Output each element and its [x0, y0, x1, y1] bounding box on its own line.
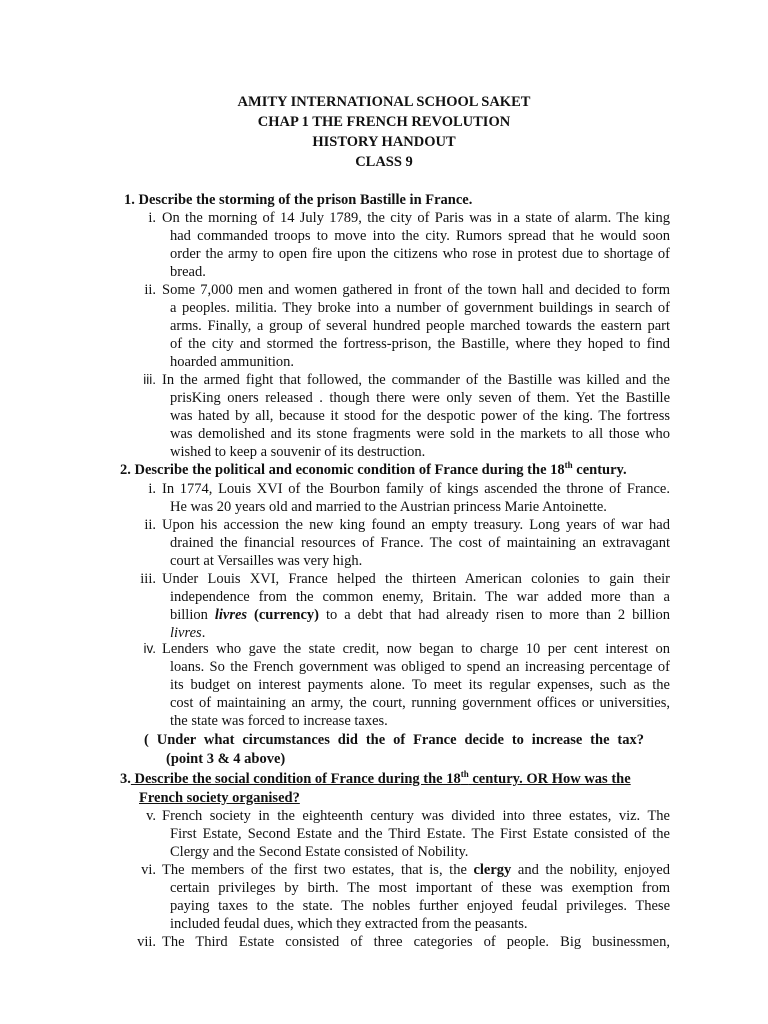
question-number: 1.: [124, 192, 135, 208]
item-line: its budget on interest payments alone. To meet its regular expenses, such as the: [170, 677, 670, 693]
item-line: independence from the common enemy, Britain. The war added more than a: [170, 589, 670, 605]
question-text: Describe the political and economic condition of France during the 18th century.: [134, 460, 627, 478]
item-line: drained the financial resources of France. The cost of maintaining an extravagant: [170, 535, 670, 551]
handout-title: HISTORY HANDOUT: [312, 134, 456, 150]
list-marker: v.: [146, 808, 156, 824]
item-line-billion: billion livres (currency) to a debt that had already risen to more than 2 billion: [170, 607, 671, 623]
item-first-line: The Third Estate consisted of three categories of people. Big businessmen,: [162, 934, 670, 950]
item-line: Clergy and the Second Estate consisted of Nobility.: [170, 844, 469, 860]
item-line: included feudal dues, which they extracted from the peasants.: [170, 916, 528, 932]
item-line: order the army to open fire upon the citizens who rose in protest due to shortage of: [170, 246, 670, 262]
list-marker: ii.: [144, 282, 156, 298]
list-marker: vii.: [137, 934, 156, 950]
list-marker: i.: [148, 210, 156, 226]
list-marker: iii.: [143, 372, 156, 387]
school-name: AMITY INTERNATIONAL SCHOOL SAKET: [237, 94, 531, 110]
item-line: was demolished and its stone fragments were sold in the markets to all those who: [170, 426, 670, 442]
item-line: a peoples. militia. They broke into a number of government buildings in search of: [170, 300, 670, 316]
item-line: of the city and stormed the fortress-prison, the Bastille, where they hoped to find: [170, 336, 670, 352]
list-item: [132, 640, 670, 730]
item-line: arms. Finally, a group of several hundred people marched towards the eastern part: [170, 318, 670, 334]
item-first-line: On the morning of 14 July 1789, the city of Paris was in a state of alarm. The king: [162, 210, 670, 226]
item-line: cost of maintaining an army, the court, running government offices or universities,: [170, 695, 670, 711]
item-first-line: In 1774, Louis XVI of the Bourbon family of kings ascended the throne of France.: [162, 481, 670, 497]
item-first-line: Under Louis XVI, France helped the thirteen American colonies to gain their: [162, 571, 670, 587]
question-3: [120, 770, 631, 788]
item-line: bread.: [170, 264, 206, 280]
item-line: He was 20 years old and married to the Austrian princess Marie Antoinette.: [170, 499, 607, 515]
question-text: Describe the social condition of France during the 18th century. OR How was the: [130, 769, 631, 787]
question-2: [120, 461, 627, 479]
item-line: was hated by all, because it stood for the despotic power of the king. The fortress: [170, 408, 670, 424]
list-marker: iii.: [140, 571, 156, 587]
list-item: [132, 861, 670, 933]
question-number: 3.: [120, 771, 131, 787]
item-first-line: Some 7,000 men and women gathered in front of the town hall and decided to form: [162, 282, 670, 298]
item-first-line: In the armed fight that followed, the commander of the Bastille was killed and the: [162, 372, 670, 388]
class-label: CLASS 9: [355, 154, 413, 170]
list-marker: vi.: [141, 862, 156, 878]
item-line: court at Versailles was very high.: [170, 553, 363, 569]
list-item: [132, 209, 670, 281]
question-1: [124, 191, 472, 209]
item-first-line: Upon his accession the new king found an empty treasury. Long years of war had: [162, 517, 670, 533]
list-item: [132, 281, 670, 371]
list-item: [132, 807, 670, 861]
list-marker: i.: [148, 481, 156, 497]
question-3-line-2: French society organised?: [139, 790, 300, 806]
item-line: had commanded troops to move into the city. Rumors spread that he would soon: [170, 228, 670, 244]
list-item: [132, 480, 670, 516]
list-marker: ii.: [144, 517, 156, 533]
item-line: the state was forced to increase taxes.: [170, 713, 388, 729]
item-first-line: French society in the eighteenth century was divided into three estates, viz. The: [162, 808, 670, 824]
item-line: hoarded ammunition.: [170, 354, 295, 370]
question-number: 2.: [120, 462, 131, 478]
item-line-livres: livres.: [170, 625, 206, 641]
item-line: prisKing oners released . though there were only seven of them. Yet the Bastille: [170, 390, 670, 406]
item-line: First Estate, Second Estate and the Third Estate. The First Estate consisted of the: [170, 826, 670, 842]
item-first-line: Lenders who gave the state credit, now began to charge 10 per cent interest on: [162, 641, 670, 657]
list-item: [132, 516, 670, 570]
circumstances-note: ( Under what circumstances did the of France decide to increase the tax?: [144, 732, 644, 748]
item-line: paying taxes to the state. The nobles further enjoyed feudal privileges. These: [170, 898, 670, 914]
item-line: certain privileges by birth. The most important of these was exemption from: [170, 880, 670, 896]
list-item: [132, 933, 670, 951]
item-line: wished to keep a souvenir of its destruction.: [170, 444, 426, 460]
list-item: [132, 371, 670, 461]
question-text: Describe the storming of the prison Bastille in France.: [138, 192, 473, 208]
item-line: loans. So the French government was obliged to spend an increasing percentage of: [170, 659, 670, 675]
item-first-line: The members of the first two estates, that is, the clergy and the nobility, enjoyed: [162, 862, 670, 878]
list-marker: iv.: [143, 641, 156, 656]
list-item: [132, 570, 670, 642]
chapter-title: CHAP 1 THE FRENCH REVOLUTION: [257, 114, 511, 130]
point-reference-note: (point 3 & 4 above): [166, 751, 286, 767]
